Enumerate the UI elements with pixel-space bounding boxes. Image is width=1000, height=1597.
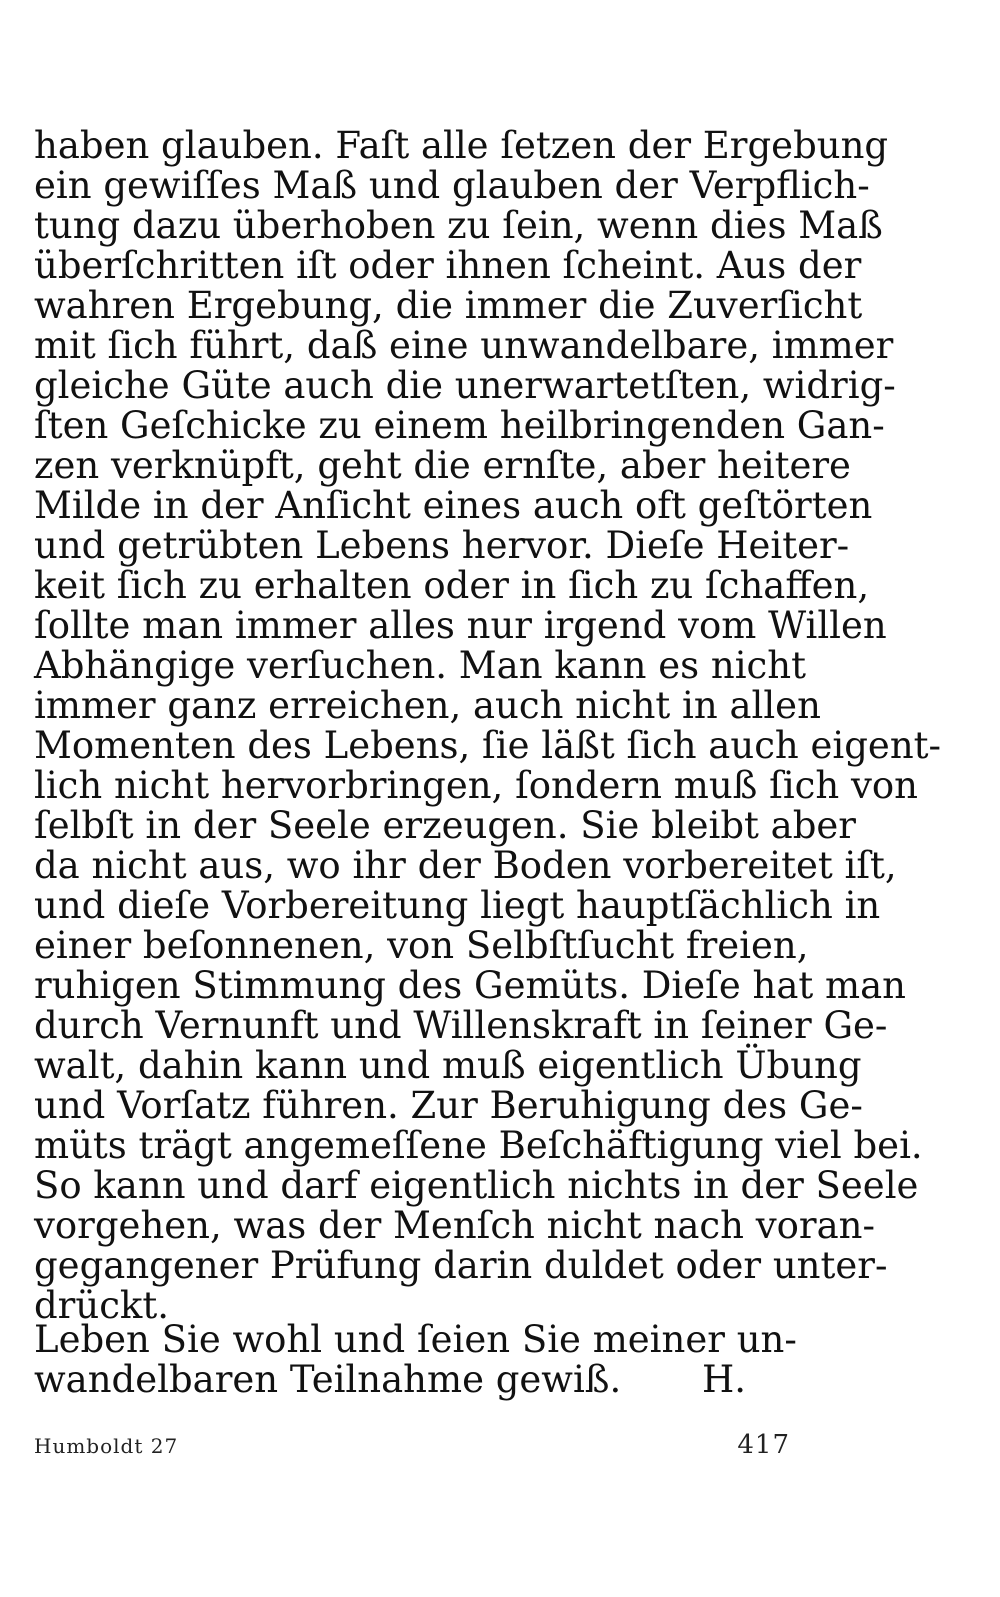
page-footer: [34, 1430, 790, 1460]
closing-line: Leben Sie wohl und ſeien Sie meiner un-: [34, 1318, 797, 1361]
text-line: überſchritten iſt oder ihnen ſcheint. Aus der: [34, 244, 862, 287]
text-line: ein gewiſſes Maß und glauben der Verpflich-: [34, 164, 870, 207]
author-initial: H.: [701, 1358, 746, 1401]
signoff-row: [34, 1360, 790, 1400]
text-line: tung dazu überhoben zu ſein, wenn dies Maß: [34, 204, 883, 247]
text-line: durch Vernunft und Willenskraft in ſeiner Ge-: [34, 1004, 888, 1047]
text-line: und Vorſatz führen. Zur Beruhigung des Ge-: [34, 1084, 863, 1127]
text-line: Milde in der Anſicht eines auch oft geſtörten: [34, 484, 873, 527]
text-line: keit ſich zu erhalten oder in ſich zu ſchaffen,: [34, 564, 870, 607]
text-line: und getrübten Lebens hervor. Dieſe Heiter-: [34, 524, 850, 567]
text-line: vorgehen, was der Menſch nicht nach voran-: [34, 1204, 875, 1247]
text-line: lich nicht hervorbringen, ſondern muß ſich von: [34, 764, 918, 807]
text-line-last: drückt.: [34, 1284, 169, 1327]
text-line: So kann und darf eigentlich nichts in der Seele: [34, 1164, 919, 1207]
text-line: müts trägt angemeſſene Beſchäftigung viel bei.: [34, 1124, 923, 1167]
body-text: [34, 124, 942, 1327]
text-line: immer ganz erreichen, auch nicht in allen: [34, 684, 821, 727]
signature-mark: Humboldt 27: [34, 1434, 179, 1458]
text-line: Abhängige verſuchen. Man kann es nicht: [34, 644, 806, 687]
page-number: 417: [737, 1430, 790, 1460]
text-line: wahren Ergebung, die immer die Zuverſicht: [34, 284, 863, 327]
text-line: mit ſich führt, daß eine unwandelbare, immer: [34, 324, 894, 367]
text-line: walt, dahin kann und muß eigentlich Übung: [34, 1044, 862, 1087]
text-line: gleiche Güte auch die unerwartetſten, widrig-: [34, 364, 896, 407]
text-line: ruhigen Stimmung des Gemüts. Dieſe hat man: [34, 964, 906, 1007]
closing-line-end: wandelbaren Teilnahme gewiß.: [34, 1358, 622, 1401]
text-line: da nicht aus, wo ihr der Boden vorbereitet iſt,: [34, 844, 897, 887]
text-line: einer beſonnenen, von Selbſtſucht freien,: [34, 924, 809, 967]
text-line: ſelbſt in der Seele erzeugen. Sie bleibt aber: [34, 804, 856, 847]
closing-paragraph: [34, 1318, 797, 1401]
text-line: haben glauben. Faſt alle ſetzen der Ergebung: [34, 124, 889, 167]
text-line: gegangener Prüfung darin duldet oder unter-: [34, 1244, 888, 1287]
text-line: zen verknüpft, geht die ernſte, aber heitere: [34, 444, 851, 487]
text-line: ſollte man immer alles nur irgend vom Willen: [34, 604, 887, 647]
text-line: und dieſe Vorbereitung liegt hauptſächlich in: [34, 884, 881, 927]
text-line: Momenten des Lebens, ſie läßt ſich auch eigent-: [34, 724, 942, 767]
text-line: ſten Geſchicke zu einem heilbringenden Gan-: [34, 404, 885, 447]
